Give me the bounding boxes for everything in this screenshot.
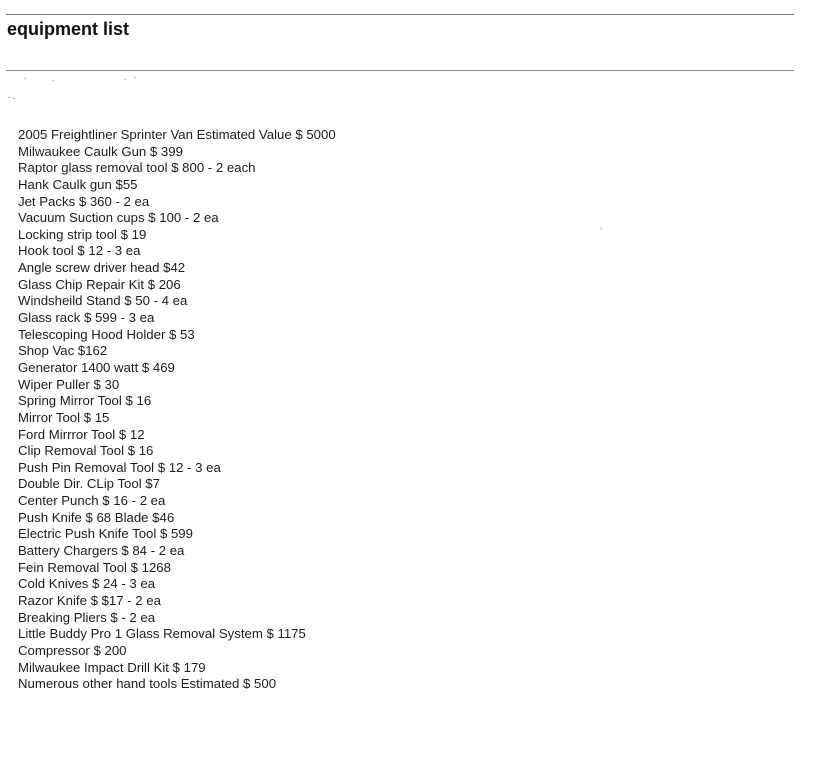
list-item: Cold Knives $ 24 - 3 ea xyxy=(18,576,156,592)
list-item: Clip Removal Tool $ 16 xyxy=(18,443,154,459)
list-item: Wiper Puller $ 30 xyxy=(18,376,120,392)
scan-speck xyxy=(8,97,10,98)
list-item: Angle screw driver head $42 xyxy=(18,260,186,276)
list-item: Glass rack $ 599 - 3 ea xyxy=(18,310,155,326)
list-item: Compressor $ 200 xyxy=(18,642,127,658)
list-item: Telescoping Hood Holder $ 53 xyxy=(18,326,195,342)
list-item: Little Buddy Pro 1 Glass Removal System $ 1175 xyxy=(18,626,306,642)
scan-speck xyxy=(134,77,136,78)
bottom-divider xyxy=(6,70,794,71)
list-item: Milwaukee Impact Drill Kit $ 179 xyxy=(18,659,206,675)
list-item: Numerous other hand tools Estimated $ 500 xyxy=(18,676,277,692)
list-item: Breaking Pliers $ - 2 ea xyxy=(18,609,156,625)
list-item: Milwaukee Caulk Gun $ 399 xyxy=(18,143,183,159)
list-item: Spring Mirror Tool $ 16 xyxy=(18,393,152,409)
list-item: Center Punch $ 16 - 2 ea xyxy=(18,493,166,509)
list-item: Push Pin Removal Tool $ 12 - 3 ea xyxy=(18,459,221,475)
page-title: equipment list xyxy=(7,19,130,39)
list-item: Push Knife $ 68 Blade $46 xyxy=(18,509,175,525)
list-item: Shop Vac $162 xyxy=(18,343,108,359)
list-item: Jet Packs $ 360 - 2 ea xyxy=(18,193,150,209)
list-item: Vacuum Suction cups $ 100 - 2 ea xyxy=(18,210,219,226)
scan-speck xyxy=(600,228,602,229)
list-item: 2005 Freightliner Sprinter Van Estimated Value $ 5000 xyxy=(18,127,336,142)
list-item: Electric Push Knife Tool $ 599 xyxy=(18,526,193,542)
scan-speck xyxy=(124,79,126,80)
list-item: Windsheild Stand $ 50 - 4 ea xyxy=(18,293,188,309)
list-item: Locking strip tool $ 19 xyxy=(18,226,147,242)
list-item: Generator 1400 watt $ 469 xyxy=(18,359,175,375)
list-item: Glass Chip Repair Kit $ 206 xyxy=(18,276,181,292)
scan-speck xyxy=(52,80,54,81)
list-item: Raptor glass removal tool $ 800 - 2 each xyxy=(18,160,256,176)
list-item: Hank Caulk gun $55 xyxy=(18,176,138,192)
list-item: Mirror Tool $ 15 xyxy=(18,409,110,425)
top-divider xyxy=(6,14,794,15)
list-item: Razor Knife $ $17 - 2 ea xyxy=(18,592,161,608)
list-item: Fein Removal Tool $ 1268 xyxy=(18,559,171,575)
scan-speck xyxy=(24,78,26,79)
list-item: Hook tool $ 12 - 3 ea xyxy=(18,243,141,259)
list-item: Ford Mirrror Tool $ 12 xyxy=(18,426,145,442)
equipment-list xyxy=(18,127,336,693)
list-item: Battery Chargers $ 84 - 2 ea xyxy=(18,543,185,559)
scan-speck xyxy=(13,98,15,99)
list-item: Double Dir. CLip Tool $7 xyxy=(18,476,160,492)
